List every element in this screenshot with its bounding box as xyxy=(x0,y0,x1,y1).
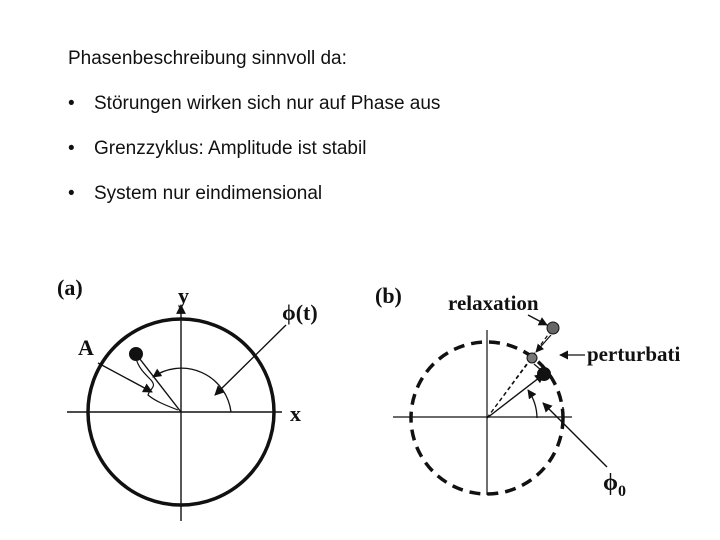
phase-radius-line xyxy=(136,354,181,412)
bullet-item xyxy=(68,182,440,227)
relaxation-arrow-1 xyxy=(536,335,551,352)
phase0-symbol: ϕ xyxy=(603,470,618,496)
phase0-label xyxy=(603,470,626,500)
point-a-marker xyxy=(129,347,143,361)
perturbed-point xyxy=(547,322,559,334)
panel-b-label: (b) xyxy=(375,283,402,308)
phase-diagram-figure xyxy=(0,255,720,540)
relaxation-label: relaxation xyxy=(448,291,539,315)
panel-b xyxy=(375,283,680,500)
slide-title: Phasenbeschreibung sinnvoll da: xyxy=(68,48,347,69)
bullet-text: Grenzzyklus: Amplitude ist stabil xyxy=(94,138,367,159)
perturbation-label: perturbati xyxy=(587,342,681,366)
bullet-item xyxy=(68,137,440,182)
y-axis-label: y xyxy=(178,283,189,308)
bullet-item xyxy=(68,92,440,137)
bullet-text: System nur eindimensional xyxy=(94,183,323,204)
relaxation-pointer xyxy=(528,315,547,325)
point-a-label: A xyxy=(78,335,94,360)
panel-a xyxy=(57,275,318,521)
bullet-dot: • xyxy=(68,138,75,159)
panel-a-label: (a) xyxy=(57,275,83,300)
bullet-dot: • xyxy=(68,93,75,114)
bullet-list xyxy=(68,92,440,227)
x-axis-label: x xyxy=(290,401,301,426)
bullet-text: Störungen wirken sich nur auf Phase aus xyxy=(94,93,441,114)
bullet-dot: • xyxy=(68,183,75,204)
b-phase-radius xyxy=(487,374,544,418)
phase-label: ϕ(t) xyxy=(282,300,318,325)
perturbation-path xyxy=(136,358,178,410)
phase-label-pointer xyxy=(215,325,286,395)
phase0-subscript: 0 xyxy=(617,483,626,500)
intermediate-point xyxy=(527,353,537,363)
b-phase-angle-arc xyxy=(528,390,537,418)
point-a-pointer xyxy=(98,363,152,392)
